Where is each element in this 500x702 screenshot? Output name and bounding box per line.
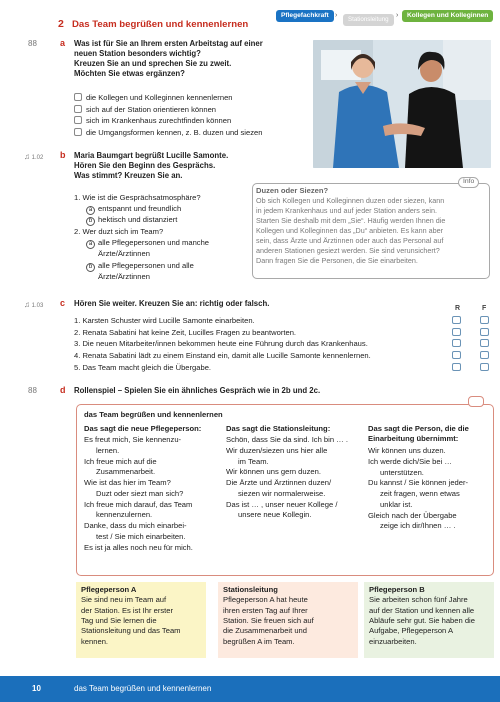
option-label: alle Pflegepersonen und alle — [98, 261, 194, 270]
phrase: Wir duzen/siezen uns hier alle — [226, 445, 328, 455]
info-line: Starten Sie deshalb mit dem „Sie“. Häufig werden Ihnen die — [256, 216, 446, 226]
info-line: Dann fragen Sie die Personen, die Sie einarbeiten. — [256, 256, 418, 266]
role-card-line: die Zusammenarbeit und — [223, 626, 307, 636]
task-a-letter: a — [60, 38, 66, 48]
task-a-line: Was ist für Sie an Ihrem ersten Arbeitstag auf einer — [74, 39, 263, 48]
checkbox-f-4[interactable] — [480, 351, 489, 359]
col3-heading-line: Das sagt die Person, die die — [368, 424, 469, 433]
col3-phrases — [368, 446, 468, 532]
headphones-icon: ♫ — [24, 152, 30, 161]
phrase: Die Ärzte und Ärztinnen duzen/ — [226, 478, 332, 488]
roleplay-box-title: das Team begrüßen und kennenlernen — [84, 410, 223, 419]
role-card-line: Sie sind neu im Team auf — [81, 595, 167, 605]
tag-kollegen: Kollegen und Kolleginnen — [402, 10, 493, 22]
option-label: hektisch und distanziert — [98, 215, 178, 224]
info-line: Kollegen und Kolleginnen das „Du“ anbieten. Es kann aber — [256, 226, 444, 236]
col3-heading — [368, 424, 469, 443]
statement-1: 1. Karsten Schuster wird Lucille Samonte einarbeiten. — [74, 316, 255, 325]
task-b-letter: b — [60, 150, 66, 160]
phrase: Duzt oder siezt man sich? — [96, 488, 184, 498]
option-label: sich auf der Station orientieren können — [86, 105, 217, 114]
phrase: siezen wir normalerweise. — [238, 488, 326, 498]
phrase: test / Sie mich einarbeiten. — [96, 532, 186, 542]
group-work-icon: 88 — [28, 386, 37, 395]
col2-phrases — [226, 435, 348, 521]
phrase: Ich freue mich auf die — [84, 456, 157, 466]
phrase: unklar ist. — [380, 499, 413, 509]
role-card-line: Tag und Sie lernen die — [81, 615, 157, 625]
phrase: Schön, dass Sie da sind. Ich bin … . — [226, 435, 348, 444]
task-d-letter: d — [60, 385, 66, 395]
role-card-line: Abläufe sehr gut. Sie haben die — [369, 615, 475, 625]
speech-bubble-icon — [468, 396, 484, 407]
section-title: Das Team begrüßen und kennenlernen — [72, 19, 249, 30]
role-card-line: begrüßen A im Team. — [223, 636, 295, 646]
phrase: Danke, dass du mich einarbei- — [84, 521, 187, 531]
checkbox-f-5[interactable] — [480, 363, 489, 371]
phrase: unterstützen. — [380, 467, 424, 477]
task-a-line: Kreuzen Sie an und sprechen Sie zu zweit. — [74, 59, 232, 69]
rf-head-f: F — [482, 305, 487, 312]
photo-illustration — [313, 40, 491, 168]
phrase: Gleich nach der Übergabe — [368, 510, 457, 520]
task-d-instruction: Rollenspiel – Spielen Sie ein ähnliches Gespräch wie in 2b und 2c. — [74, 386, 321, 395]
photo-handshake — [313, 40, 491, 168]
role-card-title: Pflegeperson B — [369, 585, 425, 594]
role-card-pflegeperson-a — [76, 582, 206, 658]
option-label: entspannt und freundlich — [98, 204, 182, 213]
statement-2: 2. Renata Sabatini hat keine Zeit, Lucilles Fragen zu beantworten. — [74, 328, 297, 337]
col1-heading: Das sagt die neue Pflegeperson: — [84, 424, 202, 433]
info-line: Ob sich Kollegen und Kolleginnen duzen oder siezen, kann — [256, 196, 445, 205]
task-b-question-1: 1. Wie ist die Gesprächsatmosphäre? — [74, 193, 201, 202]
phrase: Ich freue mich darauf, das Team — [84, 499, 193, 509]
checkbox[interactable] — [74, 93, 82, 101]
task-a-line: Möchten Sie etwas ergänzen? — [74, 69, 185, 79]
col3-heading-line: Einarbeitung übernimmt: — [368, 433, 459, 443]
info-line: anderen Stationen gesiezt werden. Sie sind verunsichert? — [256, 246, 440, 256]
option-label: die Umgangsformen kennen, z. B. duzen und siezen — [86, 128, 263, 137]
task-c-letter: c — [60, 298, 66, 308]
role-card-line: ihren ersten Tag auf Ihrer — [223, 605, 308, 615]
option-label-continued: Ärzte/Ärztinnen — [98, 272, 150, 281]
task-a-instruction — [74, 39, 304, 80]
phrase: Wir können uns gern duzen. — [226, 467, 321, 477]
pair-work-icon: 88 — [28, 39, 37, 48]
role-card-line: Station. Sie freuen sich auf — [223, 615, 314, 625]
arrow-right-icon: › — [335, 12, 338, 19]
checkbox-r-3[interactable] — [452, 339, 461, 347]
phrase: Es freut mich, Sie kennenzu- — [84, 435, 182, 444]
checkbox-r-5[interactable] — [452, 363, 461, 371]
tag-stationsleitung: Stationsleitung — [343, 14, 394, 26]
role-card-line: Pflegeperson A hat heute — [223, 595, 308, 605]
task-a-option[interactable] — [74, 93, 233, 103]
phrase: Zusammenarbeit. — [96, 467, 156, 477]
role-card-title: Pflegeperson A — [81, 585, 137, 594]
choice-circle-b[interactable]: b — [86, 217, 95, 226]
phrase: Du kannst / Sie können jeder- — [368, 478, 469, 488]
rf-head-r: R — [455, 305, 461, 312]
option-label: alle Pflegepersonen und manche — [98, 238, 210, 247]
role-card-line: kennen. — [81, 636, 109, 646]
choice-circle-a[interactable]: a — [86, 206, 95, 215]
option-label: die Kollegen und Kolleginnen kennenlernen — [86, 93, 233, 102]
audio-track-c[interactable] — [24, 300, 43, 311]
task-a-option[interactable] — [74, 128, 262, 138]
role-card-line: Aufgabe, Pflegeperson A — [369, 626, 454, 636]
phrase: unsere neue Kollegin. — [238, 510, 312, 520]
task-a-option[interactable] — [74, 116, 231, 126]
role-card-line: auf der Station und kennen alle — [369, 605, 475, 615]
phrase: zeige ich dir/Ihnen … . — [380, 521, 456, 531]
statement-5: 5. Das Team macht gleich die Übergabe. — [74, 363, 212, 372]
info-line: sein, dass Ärzte und Ärztinnen oder auch das Personal auf — [256, 236, 444, 246]
task-b-q1-option-a[interactable] — [86, 204, 181, 215]
task-c-instruction: Hören Sie weiter. Kreuzen Sie an: richtig oder falsch. — [74, 299, 270, 308]
section-number: 2 — [58, 18, 64, 30]
phrase: Das ist … , unser neuer Kollege / — [226, 499, 338, 509]
checkbox-f-2[interactable] — [480, 328, 489, 336]
checkbox-r-4[interactable] — [452, 351, 461, 359]
phrase: Wie ist das hier im Team? — [84, 478, 171, 488]
checkbox-f-1[interactable] — [480, 316, 489, 324]
task-b-q2-option-a[interactable] — [86, 238, 209, 249]
arrow-right-icon: › — [396, 12, 399, 19]
page-number: 10 — [32, 684, 41, 693]
task-a-option[interactable] — [74, 105, 216, 115]
task-b-question-2: 2. Wer duzt sich im Team? — [74, 227, 164, 236]
phrase: Wir können uns duzen. — [368, 446, 446, 455]
checkbox-r-1[interactable] — [452, 316, 461, 324]
task-b-q2-option-b[interactable] — [86, 261, 194, 272]
role-card-line: der Station. Es ist Ihr erster — [81, 605, 174, 615]
phrase: Ich werde dich/Sie bei … — [368, 456, 452, 466]
task-b-line: Was stimmt? Kreuzen Sie an. — [74, 171, 183, 181]
role-card-stationsleitung — [218, 582, 358, 658]
checkbox[interactable] — [74, 128, 82, 136]
phrase: im Team. — [238, 456, 269, 466]
phrase: zeit fragen, wenn etwas — [380, 489, 460, 499]
track-number: 1.02 — [31, 155, 44, 161]
track-number: 1.03 — [31, 303, 44, 309]
task-b-instruction — [74, 151, 264, 181]
task-b-line: Hören Sie den Beginn des Gesprächs. — [74, 161, 216, 171]
phrase: lernen. — [96, 445, 120, 455]
role-card-line: Stationsleitung und das Team — [81, 626, 181, 636]
checkbox[interactable] — [74, 105, 82, 113]
task-b-q1-option-b[interactable] — [86, 215, 177, 226]
tag-pflegefachkraft: Pflegefachkraft — [276, 10, 334, 22]
role-card-title: Stationsleitung — [223, 585, 278, 594]
task-a-line: neuen Station besonders wichtig? — [74, 49, 201, 59]
col1-phrases — [84, 435, 193, 554]
footer-chapter-title: das Team begrüßen und kennenlernen — [74, 684, 212, 693]
option-label: sich im Krankenhaus zurechtfinden können — [86, 116, 232, 125]
checkbox-f-3[interactable] — [480, 339, 489, 347]
statement-4: 4. Renata Sabatini lädt zu einem Einstand ein, damit alle Lucille Samonte kennenlernen. — [74, 351, 371, 360]
checkbox[interactable] — [74, 116, 82, 124]
option-label-continued: Ärzte/Ärztinnen — [98, 249, 150, 258]
headphones-icon: ♫ — [24, 300, 30, 309]
phrase: kennenzulernen. — [96, 510, 153, 520]
col2-heading: Das sagt die Stationsleitung: — [226, 424, 331, 433]
statement-3: 3. Die neuen Mitarbeiter/innen bekommen heute eine Führung durch das Krankenhaus. — [74, 339, 368, 348]
checkbox-r-2[interactable] — [452, 328, 461, 336]
info-title: Duzen oder Siezen? — [256, 186, 329, 195]
role-card-pflegeperson-b — [364, 582, 494, 658]
audio-track-b[interactable] — [24, 152, 43, 163]
info-tab: Info — [458, 177, 479, 188]
info-line: in jedem Krankenhaus und auf jeder Station anders sein. — [256, 206, 438, 216]
info-text — [256, 196, 486, 267]
role-card-line: Sie arbeiten schon fünf Jahre — [369, 595, 468, 605]
role-card-line: einzuarbeiten. — [369, 636, 417, 646]
task-b-line: Maria Baumgart begrüßt Lucille Samonte. — [74, 151, 229, 160]
choice-circle-b[interactable]: b — [86, 263, 95, 272]
phrase: Es ist ja alles noch neu für mich. — [84, 542, 193, 552]
choice-circle-a[interactable]: a — [86, 240, 95, 249]
